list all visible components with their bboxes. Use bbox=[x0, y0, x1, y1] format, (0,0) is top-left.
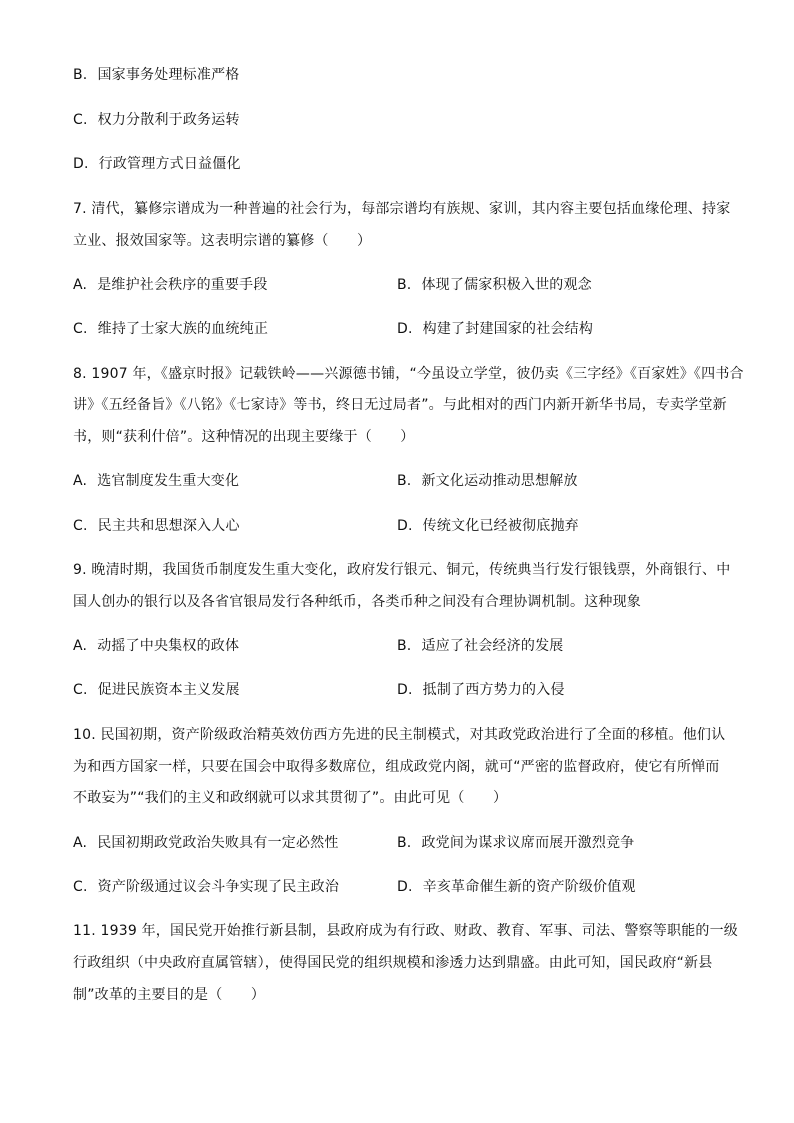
option-text: 维持了士家大族的血统纯正 bbox=[97, 321, 269, 337]
q9-option-a bbox=[73, 636, 239, 656]
q6-option-d bbox=[73, 154, 241, 174]
q8-option-d bbox=[397, 516, 579, 536]
q7-option-a bbox=[73, 275, 268, 295]
option-letter: D. bbox=[397, 321, 413, 337]
option-letter: D. bbox=[397, 518, 413, 534]
option-text: 国家事务处理标准严格 bbox=[97, 67, 240, 83]
option-text: 辛亥革命催生新的资产阶级价值观 bbox=[422, 879, 636, 895]
q10-stem-line-2: 为和西方国家一样，只要在国会中取得多数席位，组成政党内阁，就可“严密的监督政府，使它有所惮而 bbox=[73, 759, 720, 775]
option-text: 政党间为谋求议席而展开激烈竞争 bbox=[421, 835, 635, 851]
option-text: 选官制度发生重大变化 bbox=[97, 473, 240, 489]
q9-stem-line-2: 国人创办的银行以及各省官银局发行各种纸币，各类币种之间没有合理协调机制。这种现象 bbox=[73, 594, 641, 610]
q6-option-c bbox=[73, 110, 240, 130]
q11-stem-line-2: 行政组织（中央政府直属管辖），使得国民党的组织规模和渗透力达到鼎盛。由此可知，国民政府“新县 bbox=[73, 955, 713, 971]
option-letter: C. bbox=[73, 682, 88, 698]
q8-option-b bbox=[397, 471, 578, 491]
option-text: 民国初期政党政治失败具有一定必然性 bbox=[97, 835, 339, 851]
option-letter: C. bbox=[73, 112, 88, 128]
option-letter: A. bbox=[73, 473, 88, 489]
q10-stem-line-3: 不敢妄为”“我们的主义和政纲就可以求其贯彻了”。由此可见（ ） bbox=[73, 790, 508, 806]
q9-stem-line-1: 9. 晚清时期，我国货币制度发生重大变化，政府发行银元、铜元，传统典当行发行银钱票，外商银行、中 bbox=[73, 562, 731, 578]
q11-stem-line-3: 制”改革的主要目的是（ ） bbox=[73, 987, 266, 1003]
q8-stem-line-2: 讲》《五经备旨》《八铭》《七家诗》等书，终日无过局者”。与此相对的西门内新开新华书局，专卖学堂新 bbox=[73, 397, 727, 413]
q9-option-d bbox=[397, 680, 565, 700]
q9-option-b bbox=[397, 636, 563, 656]
q10-option-c bbox=[73, 877, 339, 897]
q8-option-c bbox=[73, 516, 240, 536]
option-letter: B. bbox=[397, 473, 412, 489]
q8-stem-line-3: 书，则“获利什倍”。这种情况的出现主要缘于（ ） bbox=[73, 429, 415, 445]
q7-option-c bbox=[73, 319, 268, 339]
option-letter: C. bbox=[73, 879, 88, 895]
option-text: 抵制了西方势力的入侵 bbox=[422, 682, 565, 698]
option-letter: D. bbox=[73, 156, 89, 172]
q10-stem-line-1: 10. 民国初期，资产阶级政治精英效仿西方先进的民主制模式，对其政党政治进行了全面的移植。他们认 bbox=[73, 727, 726, 743]
option-text: 动摇了中央集权的政体 bbox=[97, 638, 240, 654]
option-text: 传统文化已经被彻底抛弃 bbox=[422, 518, 579, 534]
option-letter: B. bbox=[73, 67, 88, 83]
option-letter: D. bbox=[397, 879, 413, 895]
q10-option-b bbox=[397, 833, 634, 853]
q6-option-b bbox=[73, 65, 239, 85]
option-text: 新文化运动推动思想解放 bbox=[421, 473, 578, 489]
option-text: 体现了儒家积极入世的观念 bbox=[421, 277, 592, 293]
q8-stem-line-1: 8. 1907 年，《盛京时报》记载铁岭——兴源德书铺，“今虽设立学堂，彼仍卖《三字经》《百家姓》《四书合 bbox=[73, 366, 744, 382]
option-letter: A. bbox=[73, 638, 88, 654]
option-letter: B. bbox=[397, 277, 412, 293]
q8-option-a bbox=[73, 471, 239, 491]
option-letter: C. bbox=[73, 321, 88, 337]
option-letter: A. bbox=[73, 277, 88, 293]
option-text: 民主共和思想深入人心 bbox=[97, 518, 240, 534]
q7-stem-line-2: 立业、报效国家等。这表明宗谱的纂修（ ） bbox=[73, 233, 372, 249]
option-letter: B. bbox=[397, 638, 412, 654]
q10-option-d bbox=[397, 877, 636, 897]
option-letter: C. bbox=[73, 518, 88, 534]
option-text: 行政管理方式日益僵化 bbox=[98, 156, 241, 172]
q7-option-b bbox=[397, 275, 592, 295]
option-text: 适应了社会经济的发展 bbox=[421, 638, 564, 654]
option-letter: D. bbox=[397, 682, 413, 698]
option-letter: A. bbox=[73, 835, 88, 851]
q7-option-d bbox=[397, 319, 593, 339]
q11-stem-line-1: 11. 1939 年，国民党开始推行新县制，县政府成为有行政、财政、教育、军事、司法、警察等职能的一级 bbox=[73, 923, 738, 939]
option-text: 资产阶级通过议会斗争实现了民主政治 bbox=[97, 879, 340, 895]
q10-option-a bbox=[73, 833, 339, 853]
option-text: 是维护社会秩序的重要手段 bbox=[97, 277, 268, 293]
q9-option-c bbox=[73, 680, 240, 700]
option-text: 构建了封建国家的社会结构 bbox=[422, 321, 594, 337]
option-text: 促进民族资本主义发展 bbox=[97, 682, 240, 698]
option-letter: B. bbox=[397, 835, 412, 851]
q7-stem-line-1: 7. 清代，纂修宗谱成为一种普遍的社会行为，每部宗谱均有族规、家训，其内容主要包括血缘伦理、持家 bbox=[73, 201, 731, 217]
option-text: 权力分散利于政务运转 bbox=[97, 112, 240, 128]
